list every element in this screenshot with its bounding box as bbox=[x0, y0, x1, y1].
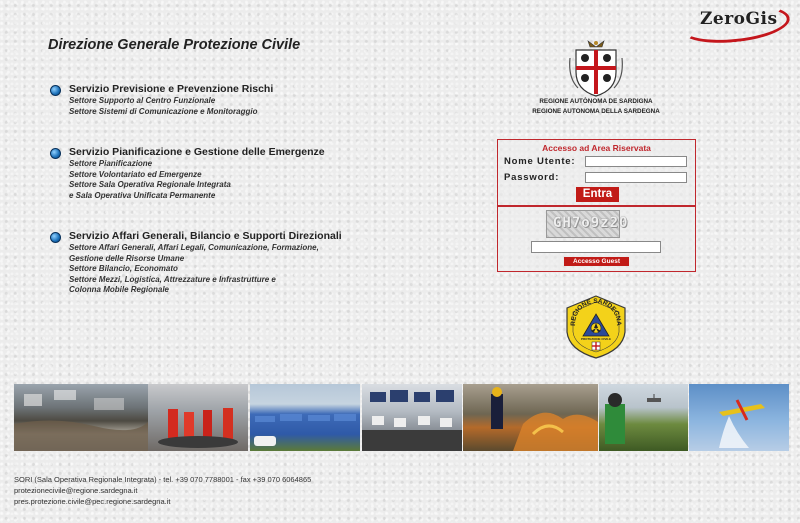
section-link[interactable]: Settore Mezzi, Logistica, Attrezzature e Infrastrutture e bbox=[69, 274, 276, 284]
zerogis-logo[interactable] bbox=[680, 4, 788, 36]
password-input[interactable] bbox=[585, 172, 687, 183]
section-link[interactable]: Settore Affari Generali, Affari Legali, Comunicazione, Formazione, bbox=[69, 243, 319, 252]
bullet-icon bbox=[50, 148, 61, 159]
username-input[interactable] bbox=[585, 156, 687, 167]
volunteer-photo[interactable] bbox=[599, 384, 688, 451]
tent-camp-photo[interactable] bbox=[250, 384, 360, 451]
footer-contacts: SORI (Sala Operativa Regionale Integrata) - tel. +39 070 7788001 - fax +39 070 6064865 bbox=[14, 475, 312, 484]
section-link[interactable]: Settore Bilancio, Economato bbox=[69, 264, 178, 274]
rescue-team-photo[interactable] bbox=[148, 384, 248, 451]
bullet-icon bbox=[50, 85, 61, 96]
guest-panel bbox=[497, 206, 696, 272]
page-title: Direzione Generale Protezione Civile bbox=[48, 37, 301, 53]
sardinia-coat-of-arms-icon bbox=[568, 38, 624, 98]
login-panel bbox=[497, 139, 696, 206]
footer-email[interactable]: protezionecivile@regione.sardegna.it bbox=[14, 486, 138, 495]
badge-text: REGIONE SARDEGNA bbox=[569, 297, 623, 326]
section-link[interactable]: Settore Sala Operativa Regionale Integrata bbox=[69, 180, 231, 190]
canadair-photo[interactable] bbox=[689, 384, 789, 451]
captcha-text: GH7o9z20 bbox=[553, 215, 629, 231]
logo-text: ZeroGis bbox=[700, 9, 778, 29]
section-link[interactable]: Gestione delle Risorse Umane bbox=[69, 253, 185, 263]
service-title[interactable]: Servizio Previsione e Prevenzione Rischi bbox=[69, 83, 274, 95]
guest-access-button[interactable]: Accesso Guest bbox=[564, 257, 629, 266]
footer-pec-email[interactable]: pres.protezione.civile@pec.regione.sardegna.it bbox=[14, 497, 171, 506]
region-name-italian: REGIONE AUTONOMA DELLA SARDEGNA bbox=[532, 108, 660, 115]
civil-protection-badge-icon[interactable] bbox=[563, 294, 629, 360]
flood-photo[interactable] bbox=[14, 384, 148, 451]
badge-subtext: PROTEZIONE CIVILE bbox=[580, 337, 612, 341]
service-title[interactable]: Servizio Affari Generali, Bilancio e Supporti Direzionali bbox=[69, 230, 342, 242]
section-link[interactable]: e Sala Operativa Unificata Permanente bbox=[69, 190, 216, 200]
password-label: Password: bbox=[504, 172, 560, 183]
login-button[interactable]: Entra bbox=[576, 187, 619, 202]
region-name-sardinian: REGIONE AUTÒNOMA DE SARDIGNA bbox=[539, 98, 653, 105]
operations-room-photo[interactable] bbox=[362, 384, 462, 451]
section-link[interactable]: Settore Volontariato ed Emergenze bbox=[69, 169, 202, 179]
firefighter-photo[interactable] bbox=[463, 384, 598, 451]
username-label: Nome Utente: bbox=[504, 156, 576, 167]
section-link[interactable]: Settore Supporto al Centro Funzionale bbox=[69, 96, 216, 105]
section-link[interactable]: Settore Sistemi di Comunicazione e Monitoraggio bbox=[69, 106, 258, 116]
section-link[interactable]: Colonna Mobile Regionale bbox=[69, 285, 170, 295]
captcha-image bbox=[546, 210, 629, 238]
bullet-icon bbox=[50, 232, 61, 243]
login-title: Accesso ad Area Riservata bbox=[542, 143, 651, 153]
captcha-input[interactable] bbox=[531, 241, 661, 253]
service-title[interactable]: Servizio Pianificazione e Gestione delle Emergenze bbox=[69, 146, 325, 158]
section-link[interactable]: Settore Pianificazione bbox=[69, 159, 153, 168]
